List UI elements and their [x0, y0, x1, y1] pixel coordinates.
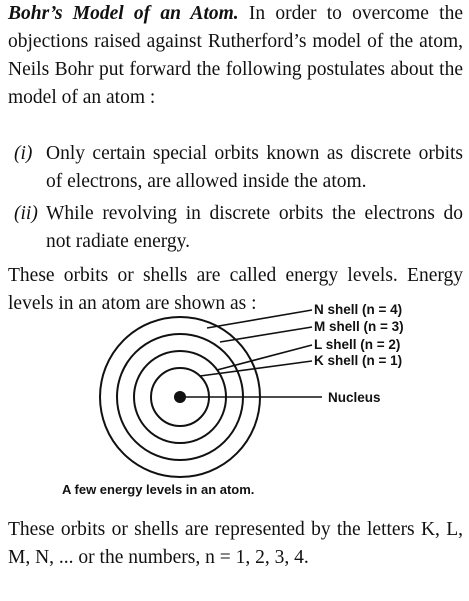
n-shell-leader — [207, 310, 312, 328]
postulate-item — [8, 200, 463, 256]
postulate-number: (i) — [14, 143, 33, 164]
m-shell-label: M shell (n = 3) — [314, 319, 404, 334]
nucleus-label: Nucleus — [328, 390, 381, 405]
postulate-text: While revolving in discrete orbits the electrons do not radiate energy. — [46, 203, 463, 252]
diagram-caption: A few energy levels in an atom. — [62, 482, 255, 497]
section-heading: Bohr’s Model of an Atom. — [8, 3, 239, 24]
l-shell-label: L shell (n = 2) — [314, 337, 401, 352]
k-shell-label: K shell (n = 1) — [314, 353, 403, 368]
intro-paragraph — [8, 0, 463, 112]
nucleus-dot — [174, 391, 186, 403]
m-shell-leader — [220, 327, 312, 342]
atom-diagram-svg — [50, 290, 410, 480]
energy-levels-diagram — [50, 290, 410, 480]
intro-text: In order to overcome the objections raised against Rutherford’s model of the atom, Neils Bohr put forward the following postulates about the model of an atom : — [8, 3, 463, 108]
postulate-number: (ii) — [14, 203, 38, 224]
postulate-text: Only certain special orbits known as discrete orbits of electrons, are allowed inside the atom. — [46, 143, 463, 192]
closing-paragraph: These orbits or shells are represented by the letters K, L, M, N, ... or the numbers, n = 1, 2, 3, 4. — [8, 519, 463, 568]
energy-levels-paragraph: These orbits or shells are called energy levels. Energy levels in an atom are shown as : — [8, 265, 463, 314]
l-shell-leader — [217, 345, 312, 370]
postulate-item — [8, 140, 463, 196]
n-shell-label: N shell (n = 4) — [314, 302, 403, 317]
